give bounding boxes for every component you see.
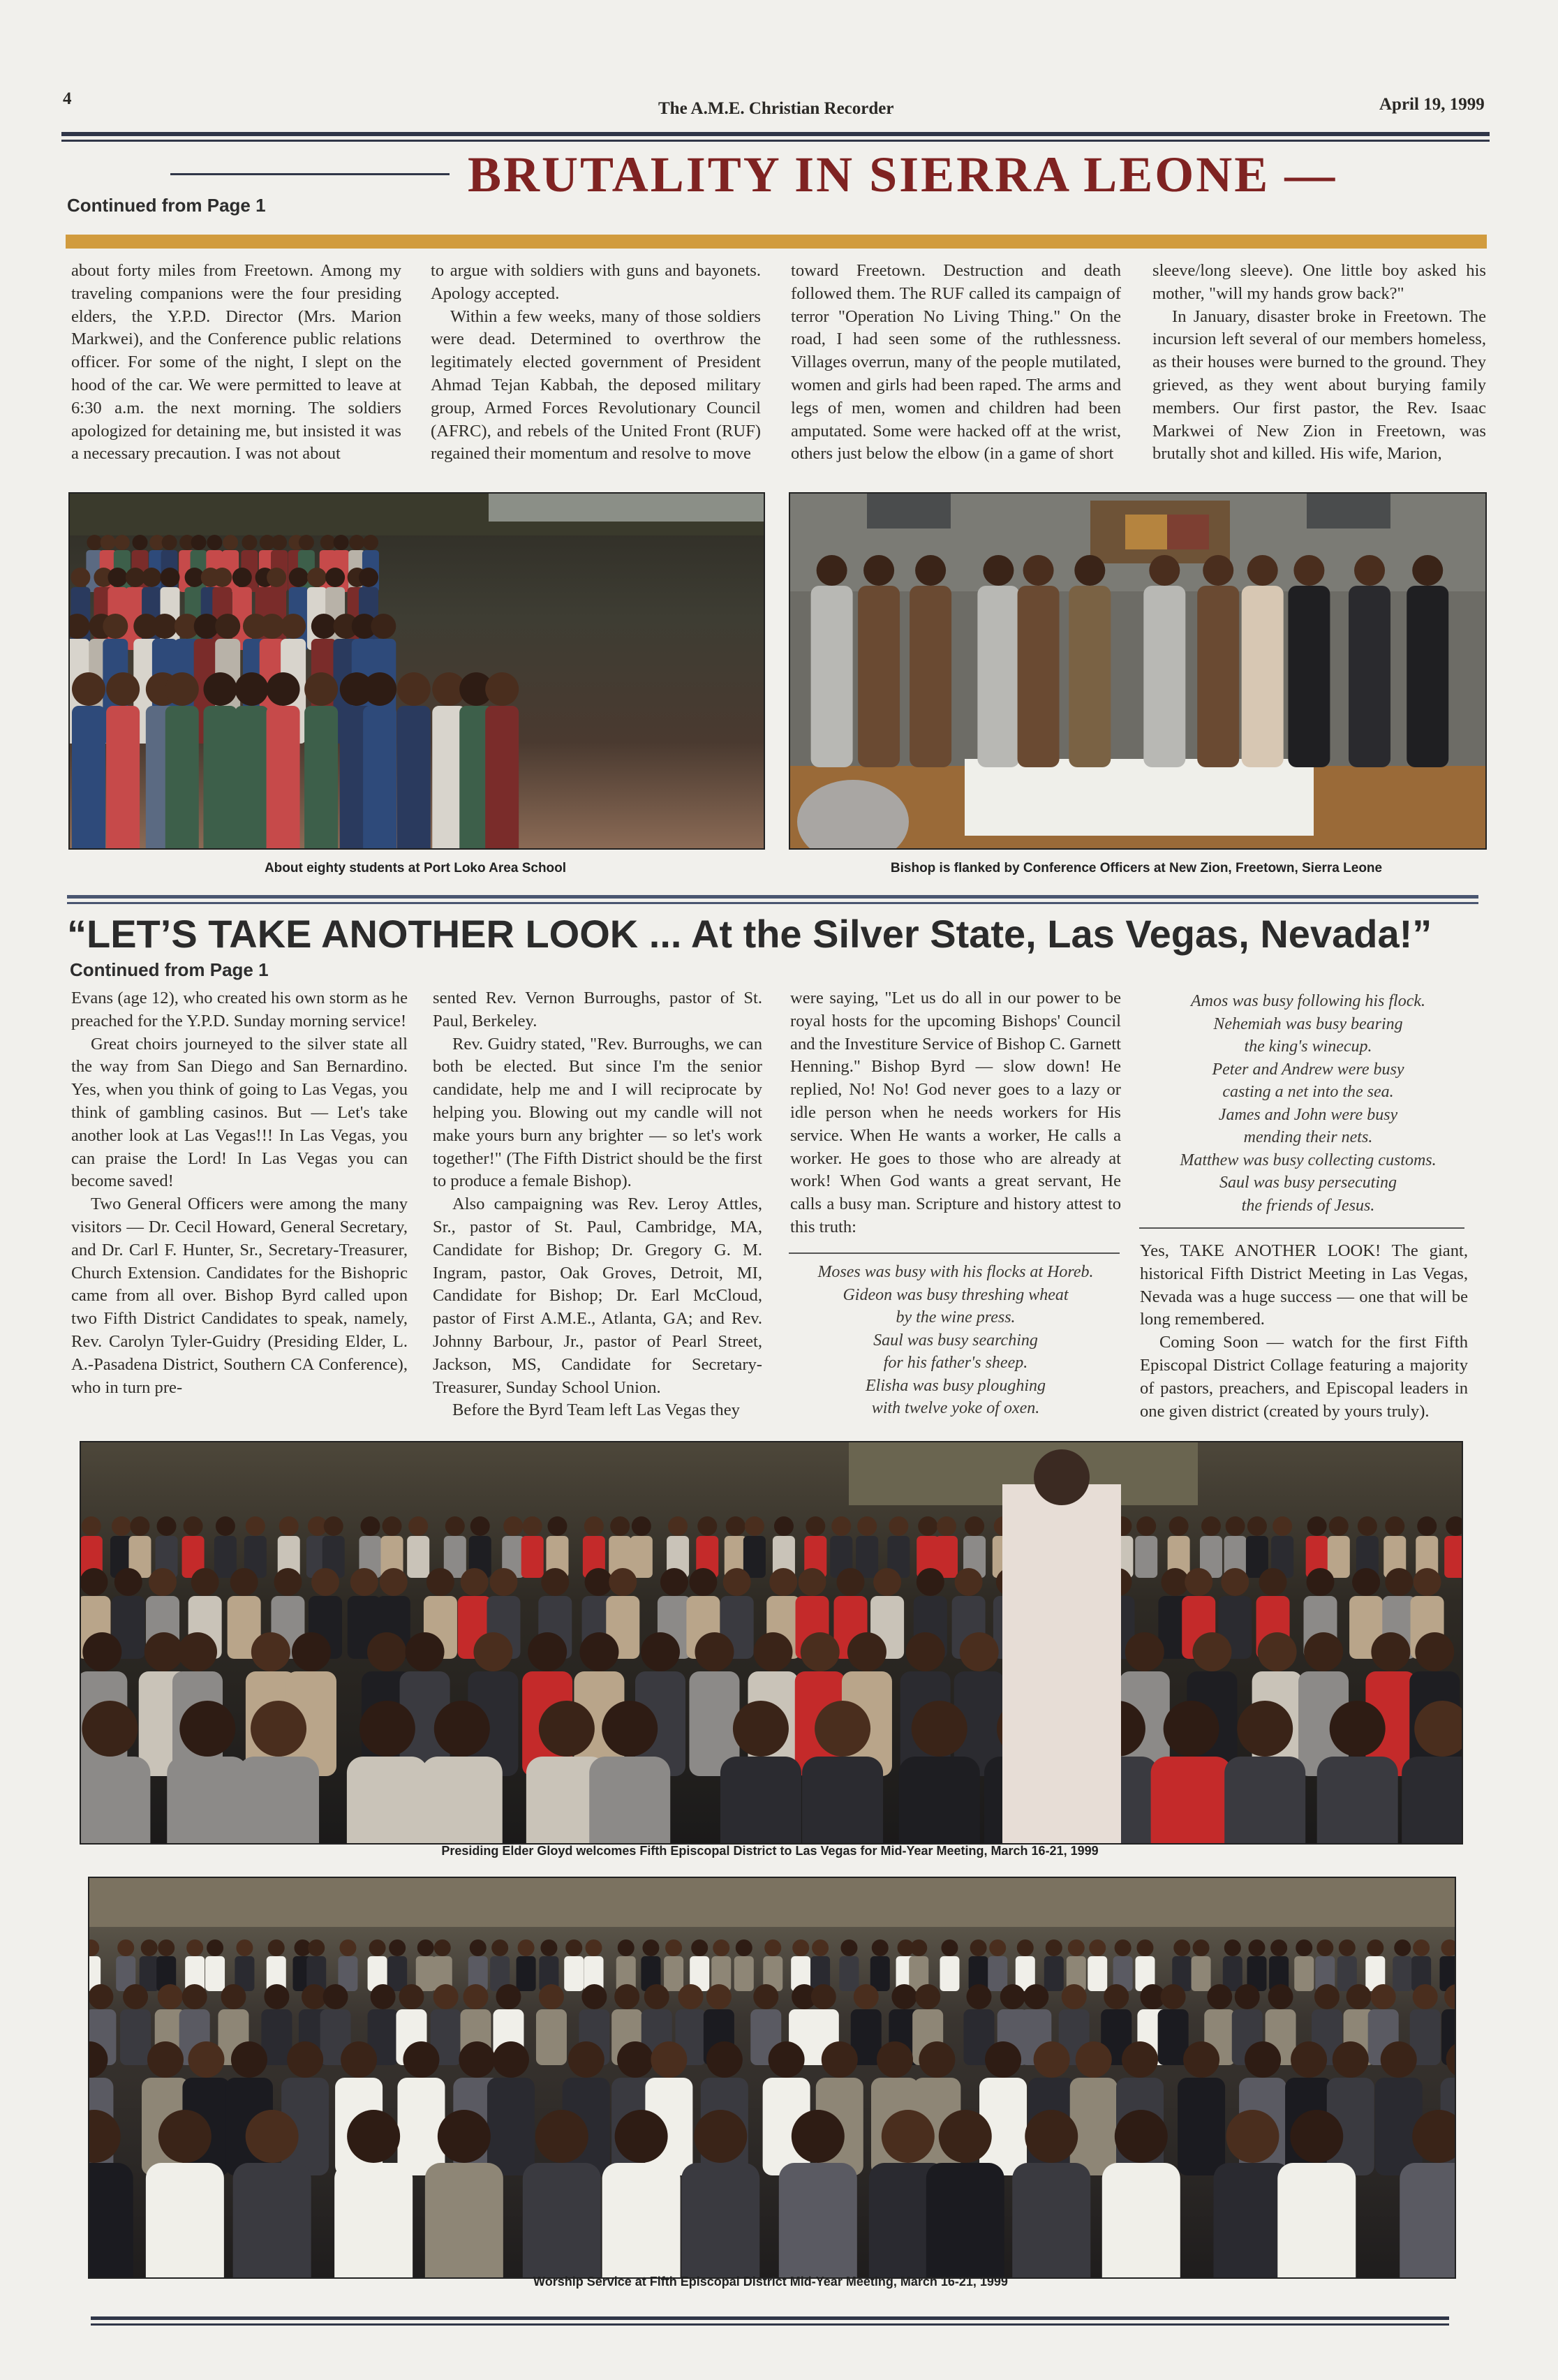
paragraph: Coming Soon — watch for the first Fifth Episcopal District Collage featuring a majority of pastors, preachers, and Episcopal leaders in one given district (created by yours truly). (1140, 1333, 1468, 1421)
article2-headline: “LET’S TAKE ANOTHER LOOK ... At the Silver State, Las Vegas, Nevada!” (67, 912, 1432, 956)
poem-line: Elisha was busy ploughing (865, 1376, 1046, 1395)
figure (1365, 1939, 1385, 1991)
figure (306, 1939, 326, 1991)
figure (1070, 2041, 1118, 2175)
section-rule-bottom (67, 902, 1478, 904)
figure (564, 1939, 584, 1991)
figure (1444, 1516, 1462, 1578)
figure (1269, 1939, 1289, 1991)
figure (1247, 1939, 1266, 1991)
figure (368, 1939, 387, 1991)
figure (89, 1939, 101, 1991)
figure (120, 1984, 151, 2065)
poem-line: casting a net into the sea. (1222, 1083, 1394, 1101)
figure (870, 1939, 890, 1991)
article1-column-2 (431, 260, 761, 476)
figure (1407, 555, 1448, 767)
figure (468, 1632, 518, 1776)
figure (444, 1516, 466, 1578)
paragraph: In January, disaster broke in Freetown. The incursion left several of our members homeless, as their houses were burned to the ground. They grieved, as they went about burying family members. Our first pastor, the Rev. Isaac Markwei of New Zion in Freetown, was brutally shot and killed. His wife, Marion, (1152, 306, 1486, 464)
figure (304, 672, 338, 848)
poem-line: Peter and Andrew were busy (1212, 1060, 1404, 1079)
figure (711, 1939, 731, 1991)
article2-column-1 (71, 987, 408, 1427)
figure (630, 1516, 653, 1578)
figure (1393, 1939, 1412, 1991)
figure (909, 1939, 928, 1991)
figure (734, 1939, 754, 1991)
figure (1315, 1939, 1335, 1991)
figure (1294, 1939, 1314, 1991)
caption-mid-year-meeting: Presiding Elder Gloyd welcomes Fifth Episcopal District to Las Vegas for Mid-Year Meeting, March 16-21, 1999 (441, 1844, 1099, 1858)
figure (791, 1939, 810, 1991)
figure (235, 672, 269, 848)
figure (106, 672, 140, 848)
poem-line: Amos was busy following his flock. (1191, 992, 1425, 1010)
footer-rule-bottom (91, 2323, 1449, 2326)
poem-line: the friends of Jesus. (1241, 1196, 1375, 1215)
figure (1197, 555, 1239, 767)
paragraph: sented Rev. Vernon Burroughs, pastor of St. Paul, Berkeley. (433, 989, 762, 1030)
photo-students (68, 492, 765, 850)
article2-column-3-text: were saying, "Let us do all in our power to be royal hosts for the upcoming Bishops' Council and the Investiture Service of Bishop C. Garnett Henning." Bishop Byrd — slow down! He replied, No! No! God never goes to a lazy or idle person when he needs workers for His service. When He wants a worker, He calls a worker. He goes to those who are already at work! When God wants a great servant, He calls a busy man. Scripture and history attest to this truth: (790, 989, 1121, 1236)
figure (1067, 1939, 1086, 1991)
figure (1172, 1939, 1192, 1991)
figure (954, 1632, 1004, 1776)
paragraph: Within a few weeks, many of those soldiers were dead. Determined to overthrow the legitimately elected government of President Ahmad Tejan Kabbah, the deposed military group, Armed Forces Revolutionary Council (AFRC), and rebels of the United Front (RUF) regained their momentum and resolve to move (431, 306, 761, 464)
figure (1178, 2041, 1225, 2175)
issue-date: April 19, 1999 (1379, 95, 1485, 114)
paragraph: to argue with soldiers with guns and bayonets. Apology accepted. (431, 261, 761, 303)
poem-column-4 (1141, 990, 1476, 1217)
figure (72, 672, 105, 848)
figure (641, 1939, 660, 1991)
figure (979, 2041, 1027, 2175)
figure (584, 1939, 604, 1991)
figure (988, 1939, 1007, 1991)
gold-divider (66, 235, 1487, 249)
photo-worship-service (88, 1877, 1456, 2279)
poem-line: the king's winecup. (1244, 1037, 1372, 1056)
figure (433, 1939, 452, 1991)
photo-bishop-officers (789, 492, 1487, 850)
poem-line: for his father's sheep. (883, 1354, 1028, 1372)
poem-line: by the wine press. (896, 1308, 1016, 1326)
article2-continued: Continued from Page 1 (70, 959, 269, 980)
poem-divider-2 (1139, 1227, 1464, 1229)
figure (1044, 1939, 1064, 1991)
poem-line: mending their nets. (1243, 1128, 1373, 1146)
poem-column-3 (790, 1261, 1121, 1420)
article1-column-3 (791, 260, 1121, 476)
figure (487, 2041, 535, 2175)
article1-column-3-text: toward Freetown. Destruction and death followed them. The RUF called its campaign of terror "Operation No Living Thing." On the road, I had seen some of the ruthlessness. Villages overrun, many of the people mutilated, women and girls had been raped. The arms and legs of men, women and children had been amputated. Some were hacked off at the wrist, others just below the elbow (in a game of short (791, 261, 1121, 464)
figure (1242, 555, 1284, 767)
figure (1192, 1939, 1211, 1991)
figure (977, 555, 1019, 767)
figure (1298, 1632, 1349, 1776)
figure (935, 1516, 958, 1578)
figure (811, 555, 853, 767)
page-number: 4 (63, 89, 72, 108)
poem-line: James and John were busy (1218, 1105, 1398, 1124)
figure (397, 2041, 445, 2175)
poem-line: Saul was busy searching (873, 1331, 1038, 1350)
figure (397, 672, 431, 848)
poem-divider-1 (789, 1252, 1120, 1254)
figure (286, 1632, 336, 1776)
poem-line: Moses was busy with his flocks at Horeb. (817, 1263, 1094, 1281)
article1-column-1 (71, 260, 401, 476)
paragraph: Also campaigning was Rev. Leroy Attles, Sr., pastor of St. Paul, Cambridge, MA, Candidate for Bishop; Dr. Gregory G. M. Ingram, pastor, Oak Groves, Detroit, MI, Candidate for Bishop; Dr. Earl McCloud, pastor of First A.M.E., Atlanta, GA; and Rev. Johnny Barbour, Jr., pastor of Pearl Street, Jackson, MS, Candidate for Secretary-Treasurer, Sunday School Union. (433, 1195, 762, 1397)
figure (517, 1939, 536, 1991)
poem-line: Gideon was busy threshing wheat (843, 1285, 1069, 1304)
figure (1113, 1939, 1133, 1991)
article2-column-2 (433, 987, 762, 1427)
article2-column-4 (1140, 1240, 1468, 1428)
figure (267, 1939, 286, 1991)
figure (387, 1939, 407, 1991)
figure (664, 1939, 683, 1991)
figure (267, 672, 300, 848)
figure (490, 1939, 510, 1991)
figure (214, 1516, 237, 1578)
figure (743, 1516, 766, 1578)
paragraph: Evans (age 12), who created his own storm as he preached for the Y.P.D. Sunday morning service! (71, 989, 408, 1030)
poem-line: with twelve yoke of oxen. (871, 1399, 1040, 1417)
headline-left-rule (170, 173, 450, 175)
figure (839, 1939, 859, 1991)
figure (400, 1632, 450, 1776)
paragraph: Two General Officers were among the many visitors — Dr. Cecil Howard, General Secretary, and Dr. Carl F. Hunter, Sr., Secretary-Treasurer, Church Extension. Candidates for the Bishopric came from all over. Bishop Byrd called upon two Fifth District Candidates to speak, namely, Rev. Carolyn Tyler-Guidry (Presiding Elder, L. A.-Pasadena District, Southern CA Conference), who in turn pre- (71, 1195, 408, 1397)
figure (185, 1939, 205, 1991)
figure (203, 672, 237, 848)
figure (165, 672, 199, 848)
figure (235, 1939, 254, 1991)
figure (856, 1516, 878, 1578)
figure (858, 555, 900, 767)
paragraph: sleeve/long sleeve). One little boy asked his mother, "will my hands grow back?" (1152, 261, 1486, 303)
figure (1158, 1984, 1189, 2065)
figure (205, 1939, 225, 1991)
figure (363, 672, 396, 848)
figure (910, 555, 951, 767)
figure (1200, 1516, 1222, 1578)
figure (521, 1516, 544, 1578)
figure (1337, 1939, 1357, 1991)
footer-rule-top (91, 2316, 1449, 2320)
figure (468, 1939, 488, 1991)
poem-line: Saul was busy persecuting (1219, 1174, 1397, 1192)
figure (616, 1939, 636, 1991)
caption-worship-service: Worship Service at Fifth Episcopal District Mid-Year Meeting, March 16-21, 1999 (533, 2275, 1008, 2289)
figure (156, 1939, 176, 1991)
figure (416, 1939, 436, 1991)
figure (407, 1516, 429, 1578)
paragraph: Rev. Guidry stated, "Rev. Burroughs, we can both be elected. But since I'm the senior candidate, help me and I will reciprocate by helping you. Blowing out my candle will not make yours burn any brighter — so let's work together!" (The Fifth District should be the first to produce a female Bishop). (433, 1034, 762, 1191)
paragraph: Great choirs journeyed to the silver state all the way from San Diego and San Bernardino. Yes, when you think of going to Las Vegas, you think of gambling casinos. But — Let's take another look at Las Vegas!!! In Las Vegas, you can praise the Lord! In Las Vegas you can become saved! (71, 1034, 408, 1191)
figure (536, 1984, 567, 2065)
figure (1439, 1939, 1455, 1991)
figure (690, 1939, 709, 1991)
figure (1135, 1939, 1155, 1991)
header-rule-bottom (61, 140, 1490, 142)
figure (1375, 2041, 1423, 2175)
figure (1349, 555, 1390, 767)
figure (232, 568, 252, 650)
photo-mid-year-meeting (80, 1441, 1463, 1845)
poem-line: Matthew was busy collecting customs. (1180, 1151, 1437, 1169)
figure (763, 1939, 782, 1991)
article1-column-1-text: about forty miles from Freetown. Among my traveling companions were the four presiding elders, the Y.P.D. Director (Mrs. Marion Markwei), and the Conference public relations officer. For some of the night, I slept on the hood of the car. We were permitted to leave at 6:30 a.m. the next morning. The soldiers apologized for detaining me, but insisted it was a necessary precaution. I was not about (71, 261, 401, 464)
figure (969, 1939, 988, 1991)
article1-headline: BRUTALITY IN SIERRA LEONE — (468, 147, 1337, 202)
figure (1246, 1516, 1268, 1578)
figure (116, 1939, 135, 1991)
header-rule-top (61, 132, 1490, 136)
figure (1223, 1939, 1242, 1991)
figure (810, 1939, 830, 1991)
figure (539, 1939, 558, 1991)
section-rule-top (67, 895, 1478, 899)
figure (1088, 1939, 1107, 1991)
caption-students: About eighty students at Port Loko Area School (264, 861, 567, 875)
figure (140, 1939, 159, 1991)
figure (1018, 555, 1060, 767)
publication-name: The A.M.E. Christian Recorder (658, 99, 894, 118)
article1-continued: Continued from Page 1 (67, 195, 266, 216)
paragraph: Before the Byrd Team left Las Vegas they (452, 1400, 740, 1420)
figure (1411, 1939, 1431, 1991)
figure (338, 1939, 357, 1991)
figure (1288, 555, 1330, 767)
figure (485, 672, 519, 848)
figure (1016, 1939, 1035, 1991)
figure (940, 1939, 959, 1991)
caption-bishop-officers: Bishop is flanked by Conference Officers at New Zion, Freetown, Sierra Leone (890, 861, 1383, 875)
figure (1135, 1516, 1157, 1578)
figure (1069, 555, 1111, 767)
figure (689, 1632, 739, 1776)
poem-line: Nehemiah was busy bearing (1213, 1014, 1403, 1033)
article2-column-3 (790, 987, 1121, 1243)
paragraph: Yes, TAKE ANOTHER LOOK! The giant, historical Fifth District Meeting in Las Vegas, Nevada was a huge success — one that will be long remembered. (1140, 1241, 1468, 1329)
figure (1143, 555, 1185, 767)
figure (1328, 1516, 1350, 1578)
figure (182, 1516, 205, 1578)
figure (1365, 1632, 1416, 1776)
article1-column-4 (1152, 260, 1486, 476)
